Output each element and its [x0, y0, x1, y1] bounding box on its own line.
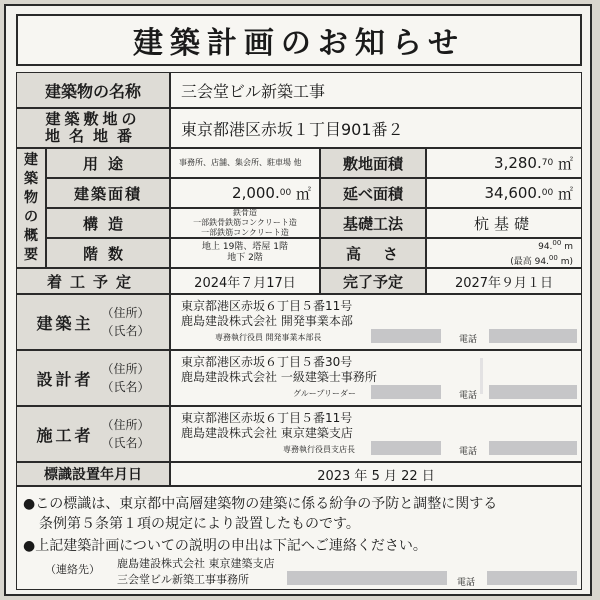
floors-line1: 地上 19階、塔屋 1階 [202, 242, 288, 252]
owner-redaction [371, 329, 441, 343]
vlabel-char: 要 [24, 247, 38, 263]
structure-value [170, 208, 320, 238]
foundation-value: 杭基礎 [426, 208, 582, 238]
owner-sub-address: （住所） [101, 306, 150, 320]
height-dec: 00 [552, 239, 562, 247]
floor-area-label: 延べ面積 [320, 178, 426, 208]
vlabel-char: の [24, 209, 38, 225]
designer-name: 鹿島建設株式会社 一級建築士事務所 [181, 370, 377, 384]
height-line2 [510, 253, 573, 268]
owner-label [16, 294, 170, 350]
owner-sub-name: （氏名） [101, 324, 150, 338]
designer-value [170, 350, 582, 406]
vlabel-char: 物 [24, 190, 38, 206]
notes-contact1: 鹿島建設株式会社 東京建築支店 [117, 557, 275, 570]
owner-value [170, 294, 582, 350]
floor-area-int: 34,600. [484, 184, 542, 202]
height-value [426, 238, 582, 268]
start-label: 着工予定 [16, 268, 170, 294]
foundation-label: 基礎工法 [320, 208, 426, 238]
vlabel-char: 概 [24, 228, 38, 244]
building-area-label: 建築面積 [46, 178, 170, 208]
floors-value [170, 238, 320, 268]
designer-person: グループリーダー [293, 389, 357, 398]
owner-role: 建築主 [36, 313, 94, 333]
builder-redaction [371, 441, 441, 455]
building-area-dec: 00 [279, 188, 292, 198]
owner-tel-redaction [489, 329, 577, 343]
building-area-unit: ㎡ [295, 184, 311, 203]
posted-value: 2023 年 5 月 22 日 [170, 462, 582, 486]
site-label [16, 108, 170, 148]
height-label: 高さ [320, 238, 426, 268]
contact-tel-redaction [487, 571, 577, 585]
site-area-dec: 70 [541, 158, 554, 168]
start-value: 2024年７月17日 [170, 268, 320, 294]
max-height-dec: 00 [548, 254, 558, 262]
site-label-line2: 地名地番 [44, 127, 141, 145]
site-value: 東京都港区赤坂１丁目901番２ [170, 108, 582, 148]
notes-line2: 条例第５条第１項の規定により設置したものです。 [39, 516, 360, 532]
notes-section [16, 486, 582, 590]
owner-person: 専務執行役員 開発事業本部長 [215, 333, 322, 342]
structure-line3: 一部鉄筋コンクリート造 [201, 228, 289, 237]
use-value: 事務所、店舗、集会所、駐車場 他 [170, 148, 320, 178]
designer-sub-name: （氏名） [101, 380, 150, 394]
notes-line1: ●この標識は、東京都中高層建築物の建築に係る紛争の予防と調整に関する [23, 496, 498, 512]
use-label: 用途 [46, 148, 170, 178]
builder-sub-address: （住所） [101, 418, 150, 432]
floor-area-unit: ㎡ [557, 184, 573, 203]
posted-label: 標識設置年月日 [16, 462, 170, 486]
site-area-int: 3,280. [494, 154, 542, 172]
builder-address: 東京都港区赤坂６丁目５番11号 [181, 411, 353, 425]
max-height-pre: (最高 94. [510, 257, 549, 267]
designer-sub-address: （住所） [101, 362, 150, 376]
designer-label [16, 350, 170, 406]
building-area-int: 2,000. [232, 184, 280, 202]
vlabel-char: 建 [24, 152, 38, 168]
floor-area-dec: 00 [541, 188, 554, 198]
smudge-mark [480, 358, 483, 394]
floors-line2: 地下 2階 [227, 253, 263, 263]
height-int: 94. [538, 242, 553, 252]
floors-label: 階数 [46, 238, 170, 268]
builder-person: 専務執行役員支店長 [283, 445, 355, 454]
name-value: 三会堂ビル新築工事 [170, 72, 582, 108]
contact-redaction [287, 571, 447, 585]
notice-board [4, 4, 592, 596]
structure-line2: 一部鉄骨鉄筋コンクリート造 [193, 218, 297, 227]
owner-address: 東京都港区赤坂６丁目５番11号 [181, 299, 353, 313]
designer-tel-label: 電話 [459, 391, 478, 401]
builder-value [170, 406, 582, 462]
structure-label: 構造 [46, 208, 170, 238]
site-area-label: 敷地面積 [320, 148, 426, 178]
notes-line3: ●上記建築計画についての説明の申出は下記へご連絡ください。 [23, 538, 427, 554]
floor-area-value [426, 178, 582, 208]
height-line1 [538, 238, 573, 253]
notes-tel-label: 電話 [457, 578, 476, 588]
site-area-unit: ㎡ [557, 154, 573, 173]
builder-tel-label: 電話 [459, 447, 478, 457]
designer-redaction [371, 385, 441, 399]
site-label-line1: 建築敷地の [45, 110, 141, 128]
site-area-value [426, 148, 582, 178]
structure-line1: 鉄骨造 [233, 208, 257, 217]
owner-name: 鹿島建設株式会社 開発事業本部 [181, 314, 353, 328]
vlabel-char: 築 [24, 171, 38, 187]
owner-tel-label: 電話 [459, 335, 478, 345]
building-area-value [170, 178, 320, 208]
complete-label: 完了予定 [320, 268, 426, 294]
builder-name: 鹿島建設株式会社 東京建築支店 [181, 426, 353, 440]
designer-address: 東京都港区赤坂６丁目５番30号 [181, 355, 353, 369]
builder-sub-name: （氏名） [101, 436, 150, 450]
designer-tel-redaction [489, 385, 577, 399]
notes-contact2: 三会堂ビル新築工事事務所 [117, 573, 249, 586]
notes-contact-label: （連絡先） [45, 563, 100, 576]
complete-value: 2027年９月１日 [426, 268, 582, 294]
height-unit: m [564, 242, 573, 252]
builder-role: 施工者 [36, 425, 94, 445]
name-label: 建築物の名称 [16, 72, 170, 108]
page-title: 建築計画のお知らせ [16, 14, 582, 66]
builder-tel-redaction [489, 441, 577, 455]
designer-role: 設計者 [36, 369, 94, 389]
builder-label [16, 406, 170, 462]
overview-vertical-label [16, 148, 46, 268]
max-height-unit: m) [560, 257, 573, 267]
